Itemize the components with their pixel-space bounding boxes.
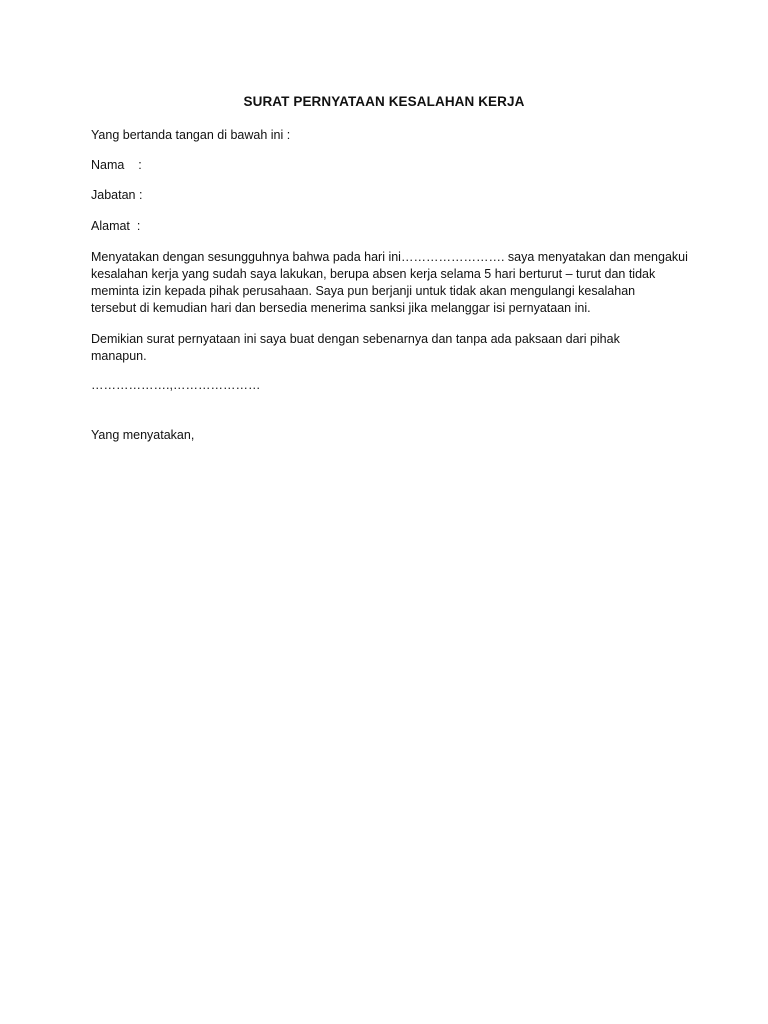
intro-text: Yang bertanda tangan di bawah ini : xyxy=(91,128,291,142)
statement-line: kesalahan kerja yang sudah saya lakukan, berupa absen kerja selama 5 hari berturut – turut dan tidak xyxy=(91,267,656,281)
closing-paragraph xyxy=(91,331,681,365)
document-title: SURAT PERNYATAAN KESALAHAN KERJA xyxy=(243,94,525,109)
field-alamat: Alamat : xyxy=(91,219,141,233)
field-jabatan: Jabatan : xyxy=(91,188,143,202)
statement-line: tersebut di kemudian hari dan bersedia menerima sanksi jika melanggar isi pernyataan ini. xyxy=(91,301,591,315)
closing-line: manapun. xyxy=(91,349,147,363)
signatory-label: Yang menyatakan, xyxy=(91,428,195,442)
statement-line: Menyatakan dengan sesungguhnya bahwa pada hari ini……………………. saya menyatakan dan mengakui xyxy=(91,250,688,264)
closing-line: Demikian surat pernyataan ini saya buat dengan sebenarnya dan tanpa ada paksaan dari pihak xyxy=(91,332,620,346)
field-nama: Nama : xyxy=(91,158,142,172)
statement-paragraph xyxy=(91,249,688,317)
place-date-line: ……………….,………………… xyxy=(91,378,261,392)
statement-line: meminta izin kepada pihak perusahaan. Saya pun berjanji untuk tidak akan mengulangi kesalahan xyxy=(91,284,636,298)
